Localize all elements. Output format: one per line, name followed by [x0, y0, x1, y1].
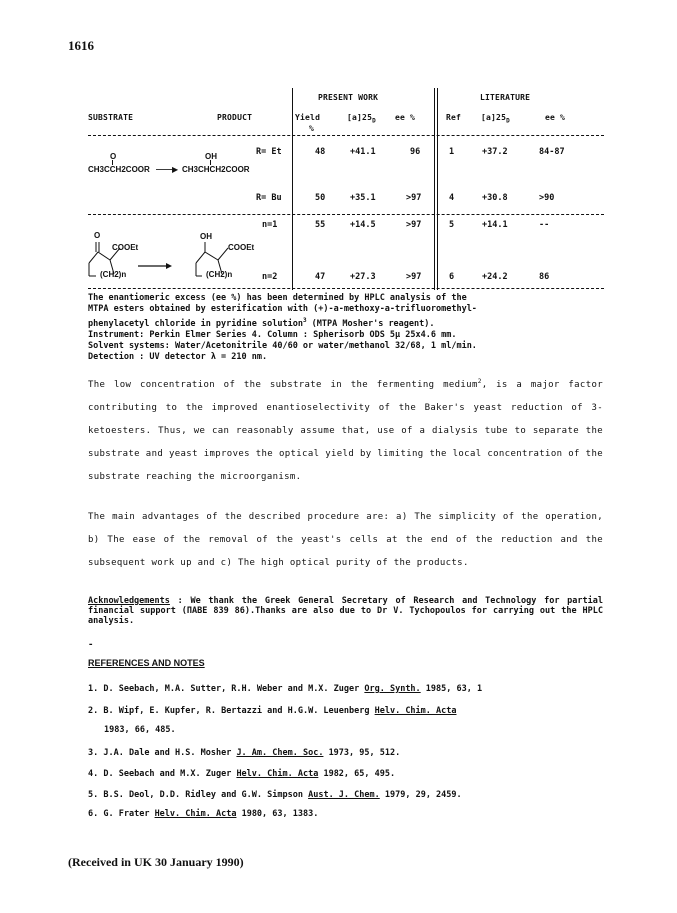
ring-carbonyl-o-label: O [94, 231, 101, 240]
row-label: R= Bu [256, 193, 282, 203]
col-ref: Ref [446, 113, 462, 122]
row-alpha: +41.1 [350, 147, 376, 157]
substrate-formula: CH3CCH2COOR [88, 165, 150, 174]
substrate-ring-label: (CH2)n [100, 270, 127, 279]
row-ref: 5 [449, 220, 455, 230]
page-number: 1616 [68, 38, 94, 53]
reference-item: 3. J.A. Dale and H.S. Mosher J. Am. Chem. Soc. 1973, 95, 512. [88, 748, 401, 758]
row-label: n=2 [262, 272, 278, 282]
row-lit-alpha: +37.2 [482, 147, 508, 157]
table-group-literature: LITERATURE [480, 93, 531, 102]
row-lit-alpha: +30.8 [482, 193, 508, 203]
row-lit-ee: 86 [539, 272, 550, 282]
table-divider [88, 214, 604, 215]
col-lit-alpha: $[a]25_D$ [481, 113, 510, 125]
table-rule-literature-1 [434, 88, 435, 290]
col-ee: ee % [395, 113, 416, 122]
acknowledgements: Acknowledgements : We thank the Greek General Secretary of Research and Technology for partial financial support (ΠABE 839 86).Thanks are also due to Dr V. Tychopoulos for carrying out the HPLC analysis. [88, 596, 603, 626]
row-ee: >97 [406, 193, 422, 203]
received-date: (Received in UK 30 January 1990) [68, 855, 244, 869]
body-paragraph-1: The low concentration of the substrate in the fermenting medium$^2$, is a major factor contributing to the improved enantioselectivity of the Baker's yeast reduction of 3-ketoesters. Thus, we can reasonably assume that, use of a dialysis tube to separate the substrate and yeast improves the optical yield by limiting the local concentration of the substrate reaching the microorganism. [88, 378, 603, 482]
references-heading: REFERENCES AND NOTES [88, 658, 205, 668]
row-lit-ee: >90 [539, 193, 555, 203]
row-lit-alpha: +14.1 [482, 220, 508, 230]
product-formula: CH3CHCH2COOR [182, 165, 250, 174]
reference-item: 1. D. Seebach, M.A. Sutter, R.H. Weber and M.X. Zuger Org. Synth. 1985, 63, 1 [88, 684, 483, 694]
dash-mark: - [88, 640, 94, 650]
row-ref: 6 [449, 272, 455, 282]
row-ee: >97 [406, 272, 422, 282]
row-ref: 1 [449, 147, 455, 157]
row-label: R= Et [256, 147, 282, 157]
reference-item: 4. D. Seebach and M.X. Zuger Helv. Chim. Acta 1982, 65, 495. [88, 769, 396, 779]
table-group-present: PRESENT WORK [318, 93, 379, 102]
row-lit-ee: -- [539, 220, 550, 230]
row-yield: 50 [315, 193, 326, 203]
col-substrate: SUBSTRATE [88, 113, 134, 122]
row-label: n=1 [262, 220, 278, 230]
table-rule-literature-2 [437, 88, 438, 290]
product-ring-label: (CH2)n [206, 270, 233, 279]
row-ee: >97 [406, 220, 422, 230]
reference-item: 2. B. Wipf, E. Kupfer, R. Bertazzi and H.G.W. Leuenberg Helv. Chim. Acta [88, 706, 457, 716]
row-ee: 96 [410, 147, 421, 157]
row-alpha: +27.3 [350, 272, 376, 282]
table-divider [88, 135, 604, 136]
table-rule-present [292, 88, 293, 290]
table-divider [88, 288, 604, 289]
row-ref: 4 [449, 193, 455, 203]
row-yield: 47 [315, 272, 326, 282]
carbonyl-o-label: O [110, 152, 117, 161]
col-yield-unit: % [309, 124, 315, 133]
row-lit-alpha: +24.2 [482, 272, 508, 282]
row-alpha: +35.1 [350, 193, 376, 203]
col-alpha: $[a]25_D$ [347, 113, 376, 125]
row-alpha: +14.5 [350, 220, 376, 230]
row-yield: 48 [315, 147, 326, 157]
table-footnote: The enantiomeric excess (ee %) has been determined by HPLC analysis of the MTPA esters obtained by esterification with (+)-a-methoxy-a-trifluoromethyl- phenylacetyl chloride in pyridine solution$^3$ (MTPA Mosher's reagent). Instrument: Perkin Elmer Series 4. Column : Spherisorb ODS 5µ 25x4.6 mm. Solvent systems: Water/Acetonitrile 40/60 or water/methanol 32/68, 1 ml/min. Detection : UV detector λ = 210 nm. [88, 293, 477, 362]
body-paragraph-2: The main advantages of the described procedure are: a) The simplicity of the operation, b) The ease of the removal of the yeast's cells at the end of the reduction and the subsequent work up and c) The high optical purity of the products. [88, 512, 603, 568]
hydroxyl-label: OH [205, 152, 217, 161]
reference-item: 5. B.S. Deol, D.D. Ridley and G.W. Simpson Aust. J. Chem. 1979, 29, 2459. [88, 790, 462, 800]
row-yield: 55 [315, 220, 326, 230]
col-product: PRODUCT [217, 113, 253, 122]
col-lit-ee: ee % [545, 113, 566, 122]
reaction-arrow: ——▶ [156, 165, 179, 174]
reference-item: 6. G. Frater Helv. Chim. Acta 1980, 63, 1383. [88, 809, 319, 819]
product-cooet: COOEt [228, 243, 255, 252]
reference-item-continuation: 1983, 66, 485. [104, 725, 176, 735]
col-yield: Yield [295, 113, 321, 122]
substrate-cooet: COOEt [112, 243, 139, 252]
row-lit-ee: 84-87 [539, 147, 565, 157]
ring-hydroxyl-label: OH [200, 232, 212, 241]
